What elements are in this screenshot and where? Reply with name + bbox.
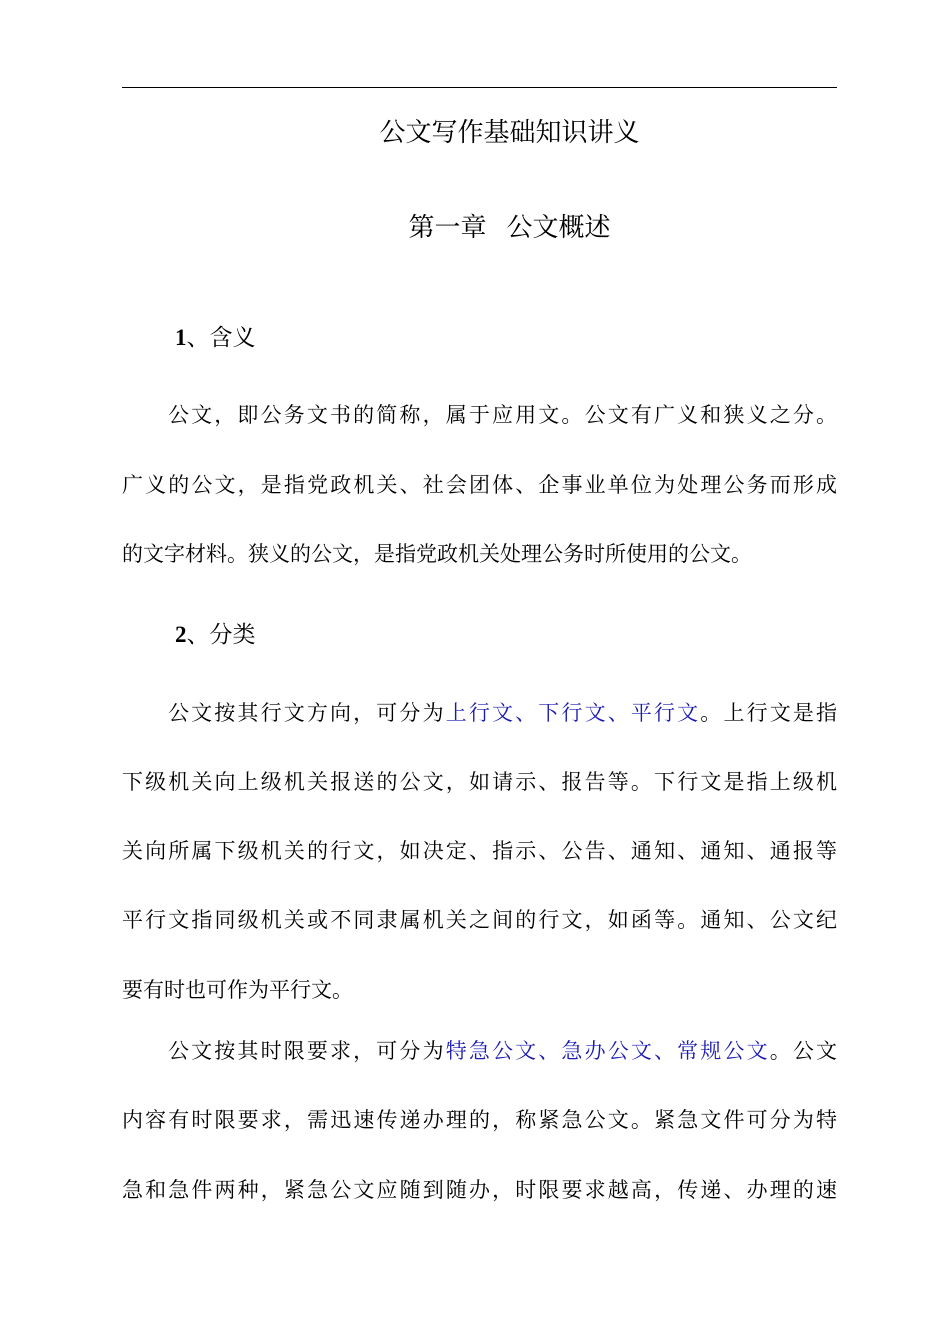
section-heading-text: 分类 xyxy=(209,622,256,648)
paragraph-line xyxy=(168,1038,837,1064)
section-heading-text: 含义 xyxy=(209,325,256,351)
highlight-terms: 特急公文、急办公文、常规公文 xyxy=(445,1039,770,1063)
section-separator: 、 xyxy=(186,325,210,351)
paragraph-line: 下级机关向上级机关报送的公文，如请示、报告等。下行文是指上级机 xyxy=(122,770,837,794)
section-number: 1 xyxy=(175,325,187,350)
paragraph-lead: 公文按其行文方向，可分为 xyxy=(168,701,446,725)
chapter-label: 第一章 xyxy=(408,213,487,243)
paragraph-line: 广义的公文，是指党政机关、社会团体、企事业单位为处理公务而形成 xyxy=(122,473,837,497)
paragraph-line: 急和急件两种，紧急公文应随到随办，时限要求越高，传递、办理的速 xyxy=(122,1178,837,1202)
chapter-title xyxy=(122,213,897,243)
paragraph-tail: 。上行文是指 xyxy=(700,701,838,725)
section-number: 2 xyxy=(175,622,187,647)
paragraph-line: 内容有时限要求，需迅速传递办理的，称紧急公文。紧急文件可分为特 xyxy=(122,1108,837,1132)
chapter-name: 公文概述 xyxy=(506,213,611,243)
section-heading-meaning xyxy=(175,324,256,352)
paragraph-line: 的文字材料。狭义的公文，是指党政机关处理公务时所使用的公文。 xyxy=(122,542,752,566)
document-title: 公文写作基础知识讲义 xyxy=(379,118,640,148)
paragraph-lead: 公文按其时限要求，可分为 xyxy=(168,1039,446,1063)
section-heading-classification xyxy=(175,621,256,649)
paragraph-line: 公文，即公务文书的简称，属于应用文。公文有广义和狭义之分。 xyxy=(168,403,837,427)
paragraph-tail: 。公文 xyxy=(769,1039,838,1063)
paragraph-line xyxy=(168,700,837,726)
paragraph-line: 平行文指同级机关或不同隶属机关之间的行文，如函等。通知、公文纪 xyxy=(122,908,837,932)
header-rule xyxy=(122,87,837,88)
paragraph-line: 要有时也可作为平行文。 xyxy=(122,978,353,1002)
paragraph-line: 关向所属下级机关的行文，如决定、指示、公告、通知、通知、通报等 xyxy=(122,839,837,863)
section-separator: 、 xyxy=(186,622,210,648)
highlight-terms: 上行文、下行文、平行文 xyxy=(445,701,701,725)
